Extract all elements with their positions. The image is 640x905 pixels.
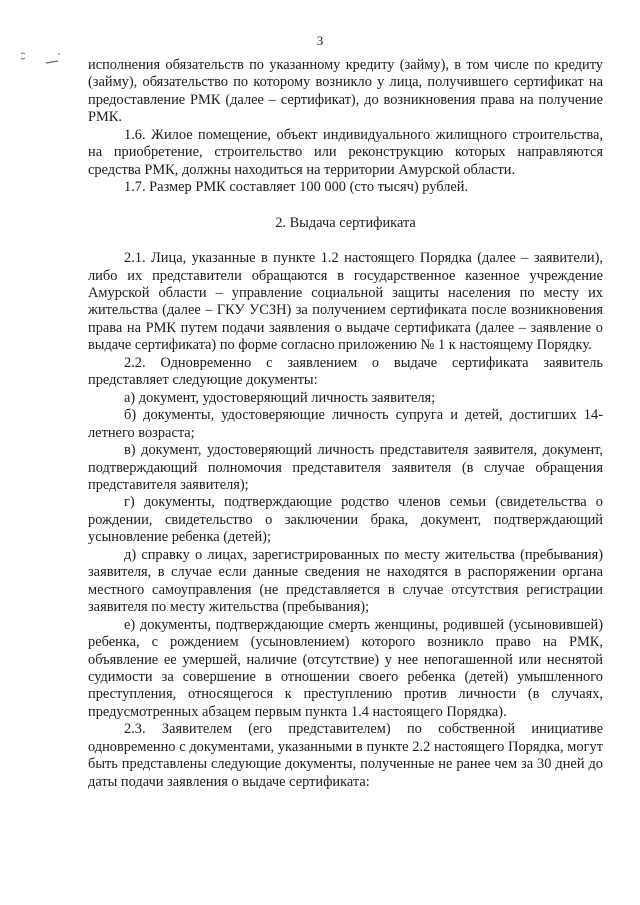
paragraph-2-1: 2.1. Лица, указанные в пункте 1.2 настоящего Порядка (далее – заявители), либо их представители обращаются в государственное казенное учреждение Амурской области – управление социальной защиты населения по месту их жительства (далее – ГКУ УСЗН) за получением сертификата после возникновения права на РМК путем подачи заявления о выдаче сертификата (далее – заявление о выдаче сертификата) по форме согласно приложению № 1 к настоящему Порядку. <box>88 250 603 354</box>
paragraph-2-3: 2.3. Заявителем (его представителем) по собственной инициативе одновременно с документами, указанными в пункте 2.2 настоящего Порядка, могут быть представлены следующие документы, полученные не ранее чем за 30 дней до даты подачи заявления о выдаче сертификата: <box>88 721 603 790</box>
list-item-v: в) документ, удостоверяющий личность представителя заявителя, документ, подтверждающий полномочия представителя заявителя (в случае обращения представителя заявителя); <box>88 442 603 493</box>
document-body <box>88 57 603 791</box>
list-item-g: г) документы, подтверждающие родство членов семьи (свидетельства о рождении, свидетельство о заключении брака, документ, подтверждающий усыновление ребенка (детей); <box>88 494 603 546</box>
list-item-a: а) документ, удостоверяющий личность заявителя; <box>124 389 436 406</box>
page-number: 3 <box>316 33 324 48</box>
paragraph-1-7: 1.7. Размер РМК составляет 100 000 (сто тысяч) рублей. <box>124 179 469 196</box>
margin-scan-marks <box>18 49 70 73</box>
paragraph-1-6: 1.6. Жилое помещение, объект индивидуального жилищного строительства, на приобретение, строительство или реконструкцию которых направляются средства РМК, должны находиться на территории Амурской области. <box>88 126 603 178</box>
paragraph-2-2: 2.2. Одновременно с заявлением о выдаче сертификата заявитель представляет следующие документы: <box>88 354 603 389</box>
list-item-b: б) документы, удостоверяющие личность супруга и детей, достигших 14-летнего возраста; <box>88 407 603 441</box>
list-item-d: д) справку о лицах, зарегистрированных по месту жительства (пребывания) заявителя, в случае если данные сведения не находятся в распоряжении органа местного самоуправления (не представляется в случае отсутствия регистрации заявителя по месту жительства (пребывания); <box>88 546 603 616</box>
paragraph-continuation: исполнения обязательств по указанному кредиту (займу), в том числе по кредиту (займу), обязательство по которому возникло у лица, получившего сертификат на предоставление РМК (далее – сертификат), до возникновения права на получение РМК. <box>88 57 603 126</box>
list-item-e: е) документы, подтверждающие смерть женщины, родившей (усыновившей) ребенка, с рождением (усыновлением) которого возникло право на РМК, объявление ее умершей, наличие (отсутствие) у нее непогашенной или неснятой судимости за совершение в отношении своего ребенка (детей) умышленного преступления, относящегося к преступлению против личности (в случаях, предусмотренных абзацем первым пункта 1.4 настоящего Порядка). <box>88 616 603 720</box>
section-title: 2. Выдача сертификата <box>275 214 416 231</box>
